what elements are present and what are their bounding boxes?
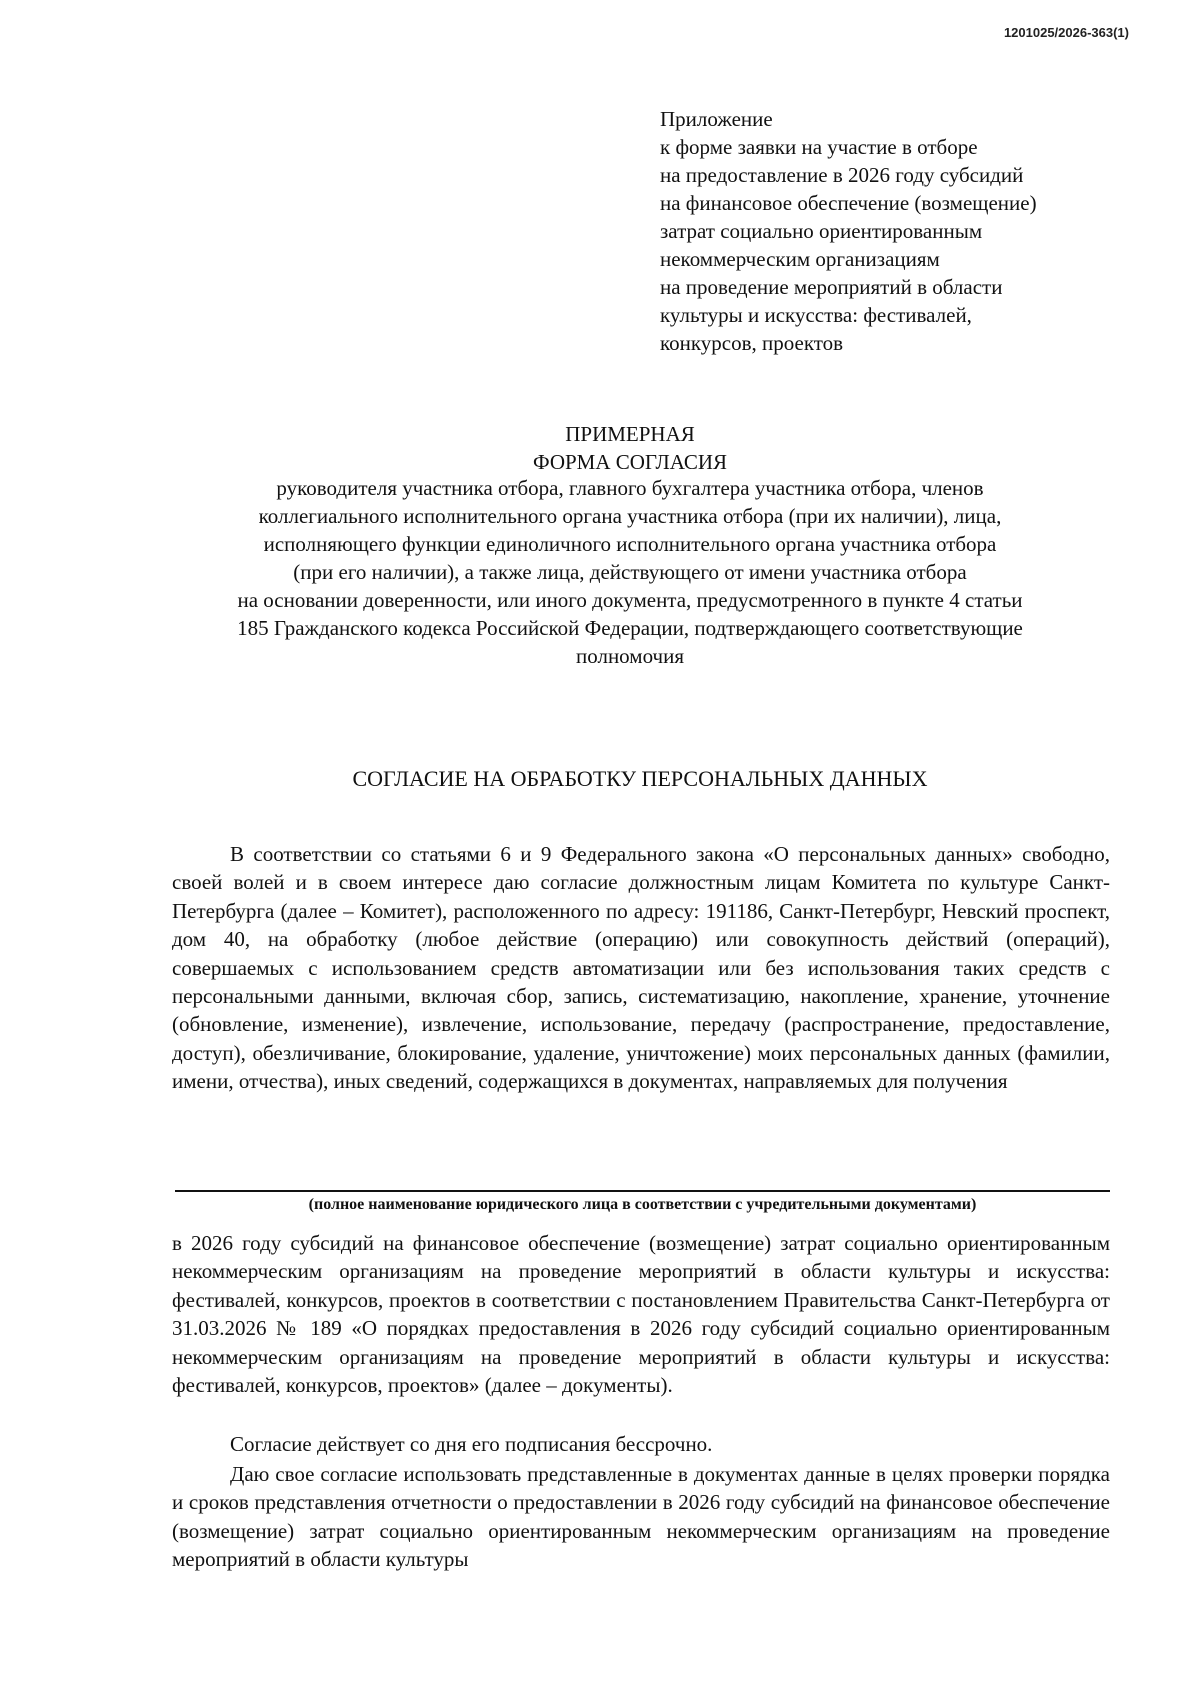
form-subtitle (140, 474, 1120, 670)
appendix-line: затрат социально ориентированным (660, 219, 983, 243)
appendix-line: Приложение (660, 107, 773, 131)
appendix-note (660, 105, 1120, 357)
paragraph-consent-main: В соответствии со статьями 6 и 9 Федерального закона «О персональных данных» свободно, своей волей и в своем интересе даю согласие должностным лицам Комитета по культуре Санкт-Петербурга (далее – Комитет), расположенного по адресу: 191186, Санкт-Петербург, Невский проспект, дом 40, на обработку (любое действие (операцию) или совокупность действий (операций), совершаемых с использованием средств автоматизации или без использования таких средств с персональными данными, включая сбор, запись, систематизацию, накопление, хранение, уточнение (обновление, изменение), извлечение, использование, передачу (распространение, предоставление, доступ), обезличивание, блокирование, удаление, уничтожение) моих персональных данных (фамилии, имени, отчества), иных сведений, содержащихся в документах, направляемых для получения (172, 842, 1110, 1094)
form-title-line-2: ФОРМА СОГЛАСИЯ (532, 450, 728, 474)
appendix-line: на предоставление в 2026 году субсидий (660, 163, 1024, 187)
subtitle-line: руководителя участника отбора, главного бухгалтера участника отбора, членов (276, 476, 984, 500)
appendix-line: на финансовое обеспечение (возмещение) (660, 191, 1037, 215)
consent-title: СОГЛАСИЕ НА ОБРАБОТКУ ПЕРСОНАЛЬНЫХ ДАННЫХ (352, 766, 928, 791)
fill-in-line (175, 1190, 1110, 1192)
paragraph-data-usage: Даю свое согласие использовать представленные в документах данные в целях проверки порядка и сроков представления отчетности о предоставлении в 2026 году субсидий на финансовое обеспечение (возмещение) затрат социально ориентированным некоммерческим организациям на проведение мероприятий в области культуры (172, 1462, 1110, 1572)
subtitle-line: на основании доверенности, или иного документа, предусмотренного в пункте 4 статьи (237, 588, 1023, 612)
subtitle-line: полномочия (576, 644, 684, 668)
subtitle-line: коллегиального исполнительного органа участника отбора (при их наличии), лица, (258, 504, 1002, 528)
paragraph-subsidy-purpose: в 2026 году субсидий на финансовое обеспечение (возмещение) затрат социально ориентированным некоммерческим организациям на проведение мероприятий в области культуры и искусства: фестивалей, конкурсов, проектов в соответствии с постановлением Правительства Санкт-Петербурга от 31.03.2026 № 189 «О порядках предоставления в 2026 году субсидий социально ориентированным некоммерческим организациям на проведение мероприятий в области культуры и искусства: фестивалей, конкурсов, проектов» (далее – документы). (172, 1231, 1110, 1398)
appendix-line: на проведение мероприятий в области (660, 275, 1003, 299)
appendix-line: конкурсов, проектов (660, 331, 844, 355)
document-number: 1201025/2026-363(1) (1003, 25, 1129, 40)
appendix-line: культуры и искусства: фестивалей, (660, 303, 972, 327)
form-title-line-1: ПРИМЕРНАЯ (565, 422, 695, 446)
subtitle-line: (при его наличии), а также лица, действующего от имени участника отбора (293, 560, 967, 584)
subtitle-line: исполняющего функции единоличного исполнительного органа участника отбора (263, 532, 997, 556)
appendix-line: к форме заявки на участие в отборе (660, 135, 978, 159)
fill-in-caption: (полное наименование юридического лица в соответствии с учредительными документами) (308, 1196, 977, 1213)
appendix-line: некоммерческим организациям (660, 247, 940, 271)
subtitle-line: 185 Гражданского кодекса Российской Федерации, подтверждающего соответствующие (237, 616, 1023, 640)
paragraph-validity: Согласие действует со дня его подписания бессрочно. (230, 1432, 713, 1456)
